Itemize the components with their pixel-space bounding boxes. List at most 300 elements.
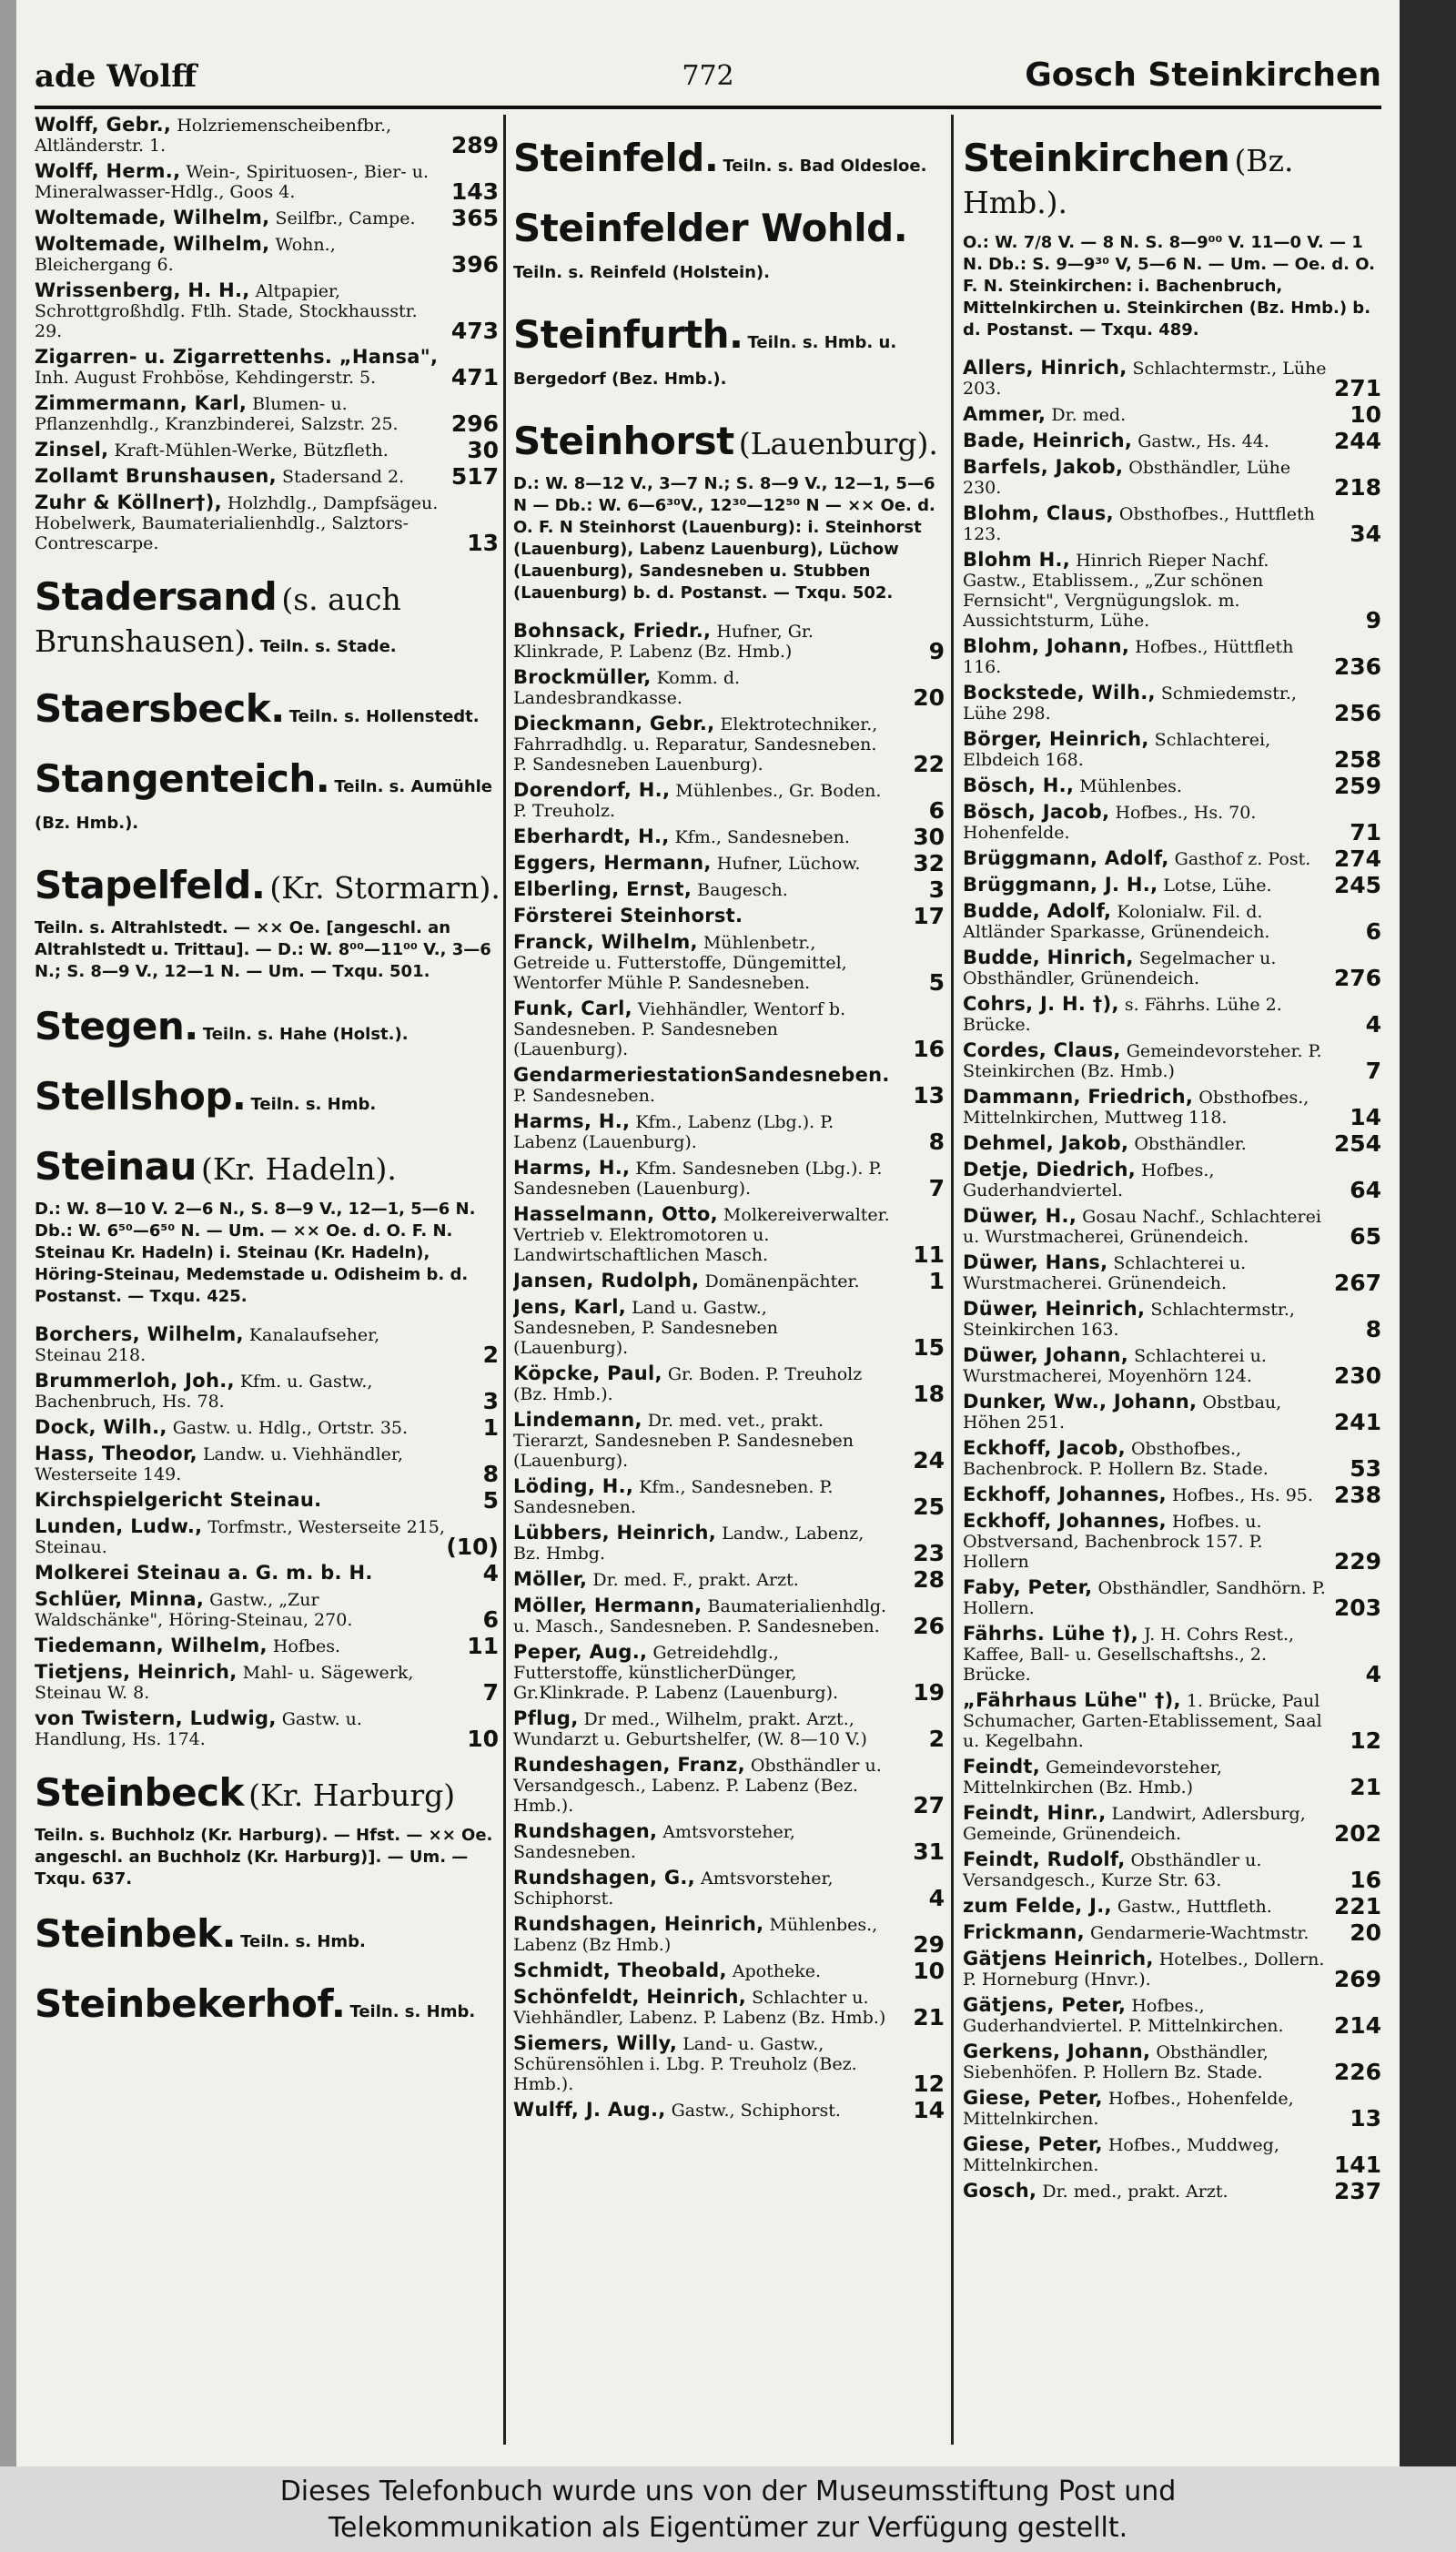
phone-number: 65 (1350, 1223, 1381, 1250)
phone-number: 16 (1350, 1867, 1381, 1893)
entry-details: P. Sandesneben. (513, 1086, 655, 1106)
entry-name: Elberling, Ernst, (513, 878, 693, 900)
entry-name: Möller, (513, 1568, 588, 1590)
phone-number: 274 (1333, 846, 1381, 872)
entry-details: Gendarmerie-Wachtmstr. (1089, 1923, 1309, 1943)
directory-entry (963, 1624, 1383, 1685)
entry-details: Hufner, Lüchow. (716, 854, 861, 874)
entry-details: Holzriemenscheibenfbr., Altländerstr. 1. (35, 116, 392, 156)
entry-text (963, 947, 1383, 991)
phone-number: 218 (1333, 474, 1381, 501)
entry-name: Düwer, Hans, (963, 1251, 1108, 1273)
entry-details: Kfm., Sandesneben. P. Sandesneben. (513, 1477, 834, 1517)
phone-number: 20 (913, 684, 945, 711)
phone-number: 4 (1365, 1011, 1381, 1038)
entry-name: Wolff, Gebr., (35, 115, 172, 136)
entry-details: Inh. August Frohböse, Kehdingerstr. 5. (35, 368, 377, 388)
entry-name: Ammer, (963, 403, 1046, 425)
phone-number: 23 (913, 1540, 945, 1566)
place-info: Teiln. s. Aumühle (Bz. Hmb.). (35, 777, 493, 833)
directory-entry (35, 1487, 500, 1514)
entry-name: Gerkens, Johann, (963, 2041, 1151, 2062)
entry-name: Schlüer, Minna, (35, 1588, 205, 1610)
directory-entry (513, 714, 946, 775)
entry-details: Elektrotechniker., Fahrradhdlg. u. Reparatur, Sandesneben. P. Sandesneben Lauenburg). (513, 714, 878, 775)
place-detail: (Kr. Hadeln). (200, 1151, 397, 1187)
entry-name: Lunden, Ludw., (35, 1515, 203, 1537)
directory-entry (513, 1707, 946, 1752)
entry-details: Kolonialw. Fil. d. Altländer Sparkasse, Grünendeich. (963, 902, 1270, 942)
place-info: Teiln. s. Stade. (259, 637, 397, 656)
entry-details: Hofbes. u. Obstversand, Bachenbrock 157. P. Hollern (963, 1512, 1263, 1572)
entry-text (513, 1110, 946, 1155)
place-heading (35, 686, 500, 735)
entry-text (35, 1633, 500, 1659)
entry-name: Jens, Karl, (513, 1296, 627, 1318)
entry-text (35, 115, 500, 156)
phone-number: 396 (450, 251, 499, 278)
place-info: Teiln. s. Hmb. (349, 2002, 476, 2021)
entry-name: Franck, Wilhelm, (513, 931, 698, 953)
entry-name: Siemers, Willy, (513, 2032, 678, 2054)
entry-details: Dr med., Wilhelm, prakt. Arzt., Wundarzt u. Geburtshelfer, (W. 8—10 V.) (513, 1709, 867, 1749)
entry-details: Gastw. u. Handlung, Hs. 174. (35, 1709, 362, 1749)
place-heading (35, 1074, 500, 1123)
phone-number: 4 (1365, 1661, 1381, 1687)
entry-details: Kfm. Sandesneben (Lbg.). P. Sandesneben (Lauenburg). (513, 1159, 883, 1199)
place-detail: (Kr. Harburg) (248, 1777, 456, 1813)
directory-entry (963, 358, 1383, 399)
place-info: Teiln. s. Reinfeld (Holstein). (513, 263, 770, 282)
directory-entry (35, 347, 500, 388)
directory-entry (963, 1802, 1383, 1847)
directory-page (16, 0, 1400, 2466)
entry-name: Kirchspielgericht Steinau. (35, 1489, 322, 1511)
entry-text (513, 1913, 946, 1958)
phone-number: 13 (913, 1082, 945, 1109)
phone-number: 2 (482, 1342, 499, 1368)
entry-details: Mühlenbes., Gr. Boden. P. Treuholz. (513, 781, 882, 821)
place-heading (513, 136, 946, 185)
entry-text (513, 1595, 946, 1639)
directory-entry (513, 824, 946, 850)
column-divider (503, 115, 506, 2445)
entry-name: Gätjens Heinrich, (963, 1948, 1154, 1970)
directory-entry (35, 1371, 500, 1412)
phone-number: 238 (1333, 1482, 1381, 1508)
place-detail: (Kr. Stormarn). (269, 870, 500, 906)
phone-number: 254 (1333, 1130, 1381, 1157)
entry-text (513, 1987, 946, 2028)
phone-number: 12 (1350, 1727, 1381, 1754)
place-name: Stangenteich. (35, 756, 330, 801)
entry-name: Eberhardt, H., (513, 825, 670, 847)
phone-number: 229 (1333, 1548, 1381, 1575)
directory-entry (35, 1588, 500, 1633)
directory-entry (513, 779, 946, 824)
entry-text (513, 666, 946, 711)
directory-entry (513, 1641, 946, 1706)
directory-entry (35, 1633, 500, 1659)
directory-entry (513, 1913, 946, 1958)
entry-name: Feindt, Rudolf, (963, 1848, 1126, 1870)
entry-details: Gosau Nachf., Schlachterei u. Wurstmacherei, Grünendeich. (963, 1207, 1321, 1247)
entry-details: Hofbes., Guderhandviertel. (963, 1160, 1215, 1200)
entry-details: Hofbes., Hüttfleth 116. (963, 637, 1294, 677)
directory-entry (513, 1755, 946, 1816)
directory-entry (35, 463, 500, 490)
directory-entry (963, 502, 1383, 547)
place-heading (35, 1144, 500, 1308)
entry-name: Försterei Steinhorst. (513, 905, 743, 927)
entry-name: Faby, Peter, (963, 1576, 1093, 1598)
directory-entry (35, 491, 500, 556)
entry-details: Dr. med. vet., prakt. Tierarzt, Sandesneben P. Sandesneben (Lauenburg). (513, 1411, 854, 1471)
column-divider (951, 115, 954, 2445)
entry-text (35, 491, 500, 556)
place-name: Steinfeld. (513, 136, 719, 180)
entry-text (35, 437, 500, 463)
entry-text (963, 846, 1383, 872)
entry-name: Budde, Adolf, (963, 900, 1112, 922)
place-info: Teiln. s. Hollenstedt. (288, 707, 480, 726)
phone-number: 203 (1333, 1595, 1381, 1621)
entry-name: Blohm, Claus, (963, 502, 1114, 524)
entry-details: Landwirt, Adlersburg, Gemeinde, Grünendeich. (963, 1804, 1306, 1844)
phone-number: 21 (1350, 1774, 1381, 1800)
entry-details: Schlachtermstr., Lühe 203. (963, 359, 1327, 399)
entry-text (35, 392, 500, 437)
entry-details: Hofbes., Muddweg, Mittelnkirchen. (963, 2135, 1279, 2175)
phone-number: 259 (1333, 773, 1381, 799)
phone-number: 34 (1350, 521, 1381, 547)
entry-name: Rundshagen, (513, 1820, 658, 1842)
directory-entry (35, 1323, 500, 1368)
directory-entry (963, 2041, 1383, 2085)
entry-details: Kfm., Labenz (Lbg.). P. Labenz (Lauenburg). (513, 1112, 834, 1152)
entry-text (513, 2032, 946, 2097)
entry-name: Allers, Hinrich, (963, 357, 1127, 379)
directory-entry (963, 1087, 1383, 1128)
phone-number: 6 (482, 1606, 499, 1633)
entry-details: Gastw. u. Hdlg., Ortstr. 35. (172, 1418, 409, 1438)
place-detail: (Lauenburg). (738, 426, 938, 461)
entry-text (963, 1893, 1383, 1919)
entry-details: Landw., Labenz, Bz. Hmbg. (513, 1524, 864, 1564)
entry-text (963, 1299, 1383, 1340)
place-heading (35, 1911, 500, 1960)
place-info: D.: W. 8—10 V. 2—6 N., S. 8—9 V., 12—1, 5—6 N. Db.: W. 6⁵⁰—6⁵⁰ N. — Um. — ×× Oe. d. O. F. N. Steinau Kr. Hadeln) i. Steinau (Kr. Hadeln), Höring-Steinau, Medemstade u. Odisheim b. d. Postanst. — Txqu. 425. (35, 1200, 476, 1306)
entry-text (963, 1392, 1383, 1433)
phone-number: 22 (913, 751, 945, 777)
phone-number: 141 (1333, 2152, 1381, 2178)
phone-number: 10 (913, 1958, 945, 1984)
directory-entry (963, 2178, 1383, 2204)
phone-number: 31 (913, 1838, 945, 1865)
phone-number: 256 (1333, 700, 1381, 726)
phone-number: 30 (913, 824, 945, 850)
phone-number: 30 (467, 437, 499, 463)
place-name: Steinbeck (35, 1770, 244, 1815)
entry-details: Obsthändler, Siebenhöfen. P. Hollern Bz. Stade. (963, 2042, 1269, 2082)
entry-details: Gasthof z. Post. (1174, 849, 1311, 869)
directory-entry (963, 1159, 1383, 1203)
entry-details: Gastw., Hs. 44. (1138, 431, 1269, 451)
directory-entry (963, 1130, 1383, 1157)
entry-text (35, 347, 500, 388)
entry-details: Obsthofbes., Huttfleth 123. (963, 504, 1315, 544)
entry-name: Fährhs. Lühe †), (963, 1623, 1139, 1645)
directory-entry (963, 550, 1383, 631)
phone-number: 226 (1333, 2059, 1381, 2085)
phone-number: 289 (450, 132, 499, 158)
directory-entry (513, 1362, 946, 1407)
entry-details: Domänenpächter. (704, 1271, 860, 1291)
entry-name: Giese, Peter, (963, 2087, 1103, 2109)
phone-number: 21 (913, 2004, 945, 2030)
phone-number: 4 (482, 1560, 499, 1586)
entry-name: Zinsel, (35, 439, 109, 461)
phone-number: 9 (1365, 607, 1381, 633)
directory-entry (963, 401, 1383, 428)
phone-number: 230 (1333, 1362, 1381, 1389)
entry-name: Jansen, Rudolph, (513, 1270, 700, 1291)
entry-text (963, 872, 1383, 898)
entry-text (513, 998, 946, 1062)
entry-text (513, 779, 946, 824)
phone-number: (10) (446, 1534, 499, 1560)
entry-text (513, 1158, 946, 1199)
entry-details: Gastw., „Zur Waldschänke", Höring-Steinau, 270. (35, 1590, 353, 1630)
entry-details: Segelmacher u. Obsthändler, Grünendeich. (963, 948, 1277, 988)
entry-text (963, 1159, 1383, 1203)
entry-text (963, 1205, 1383, 1250)
entry-text (963, 773, 1383, 799)
directory-entry (513, 1987, 946, 2028)
place-heading (513, 419, 946, 604)
directory-entry (963, 2133, 1383, 2178)
entry-text (963, 635, 1383, 680)
place-heading (513, 206, 946, 291)
entry-text (513, 876, 946, 903)
entry-details: Schlachterei u. Wurstmacherei, Moyenhörn 124. (963, 1346, 1267, 1386)
phone-number: 10 (467, 1726, 499, 1752)
header-rule (35, 106, 1381, 109)
entry-text (513, 2097, 946, 2123)
place-name: Steinau (35, 1144, 197, 1189)
phone-number: 214 (1333, 2012, 1381, 2039)
entry-text (35, 1443, 500, 1487)
directory-entry (35, 437, 500, 463)
entry-name: Gätjens, Peter, (963, 1994, 1127, 2016)
entry-details: Hufner, Gr. Klinkrade, P. Labenz (Bz. Hmb.) (513, 622, 814, 662)
scan-edge (1400, 0, 1456, 2466)
phone-number: 276 (1333, 965, 1381, 991)
directory-entry (35, 160, 500, 205)
phone-number: 15 (913, 1334, 945, 1361)
entry-details: Hotelbes., Dollern. P. Horneburg (Hnvr.). (963, 1949, 1325, 1990)
entry-text (513, 903, 946, 929)
place-info: D.: W. 8—12 V., 3—7 N.; S. 8—9 V., 12—1, 5—6 N — Db.: W. 6—6³⁰V., 12³⁰—12⁵⁰ N — ×× Oe. d. O. F. N Steinhorst (Lauenburg): i. Steinhorst (Lauenburg), Labenz Lauenburg), Lüchow (Lauenburg), Sandesneben u. Stubben (Lauenburg) b. d. Postanst. — Txqu. 502. (513, 474, 935, 603)
entry-name: Molkerei Steinau a. G. m. b. H. (35, 1562, 373, 1584)
entry-text (35, 1515, 500, 1560)
phone-number: 11 (467, 1633, 499, 1659)
entry-text (513, 1410, 946, 1471)
entry-text (963, 1510, 1383, 1575)
entry-details: Holzhdlg., Dampfsägeu. Hobelwerk, Baumaterialienhdlg., Salztors-Contrescarpe. (35, 493, 439, 553)
entry-details: Stadersand 2. (282, 467, 405, 487)
directory-entry (513, 1410, 946, 1471)
entry-text (35, 1707, 500, 1752)
directory-entry (513, 1203, 946, 1268)
entry-details: Dr. med. (1051, 405, 1127, 425)
entry-name: Hass, Theodor, (35, 1443, 197, 1464)
entry-name: Dieckmann, Gebr., (513, 713, 715, 734)
directory-entry (35, 1443, 500, 1487)
place-name: Stapelfeld. (35, 863, 266, 907)
directory-entry (35, 115, 500, 156)
directory-entry (963, 1893, 1383, 1919)
entry-name: Zollamt Brunshausen, (35, 465, 277, 487)
entry-name: GendarmeriestationSandesneben. (513, 1064, 890, 1086)
entry-text (963, 1949, 1383, 1990)
entry-text (513, 1641, 946, 1706)
entry-name: Giese, Peter, (963, 2133, 1103, 2155)
entry-text (963, 550, 1383, 631)
entry-text (513, 1475, 946, 1520)
directory-entry (963, 900, 1383, 945)
phone-number: 16 (913, 1036, 945, 1062)
phone-number: 3 (482, 1388, 499, 1414)
entry-name: Gosch, (963, 2180, 1037, 2202)
entry-text (963, 2178, 1383, 2204)
directory-entry (963, 2087, 1383, 2132)
entry-details: Kanalaufseher, Steinau 218. (35, 1325, 380, 1365)
directory-entry (963, 773, 1383, 799)
entry-text (513, 1707, 946, 1752)
entry-details: Obsthofbes., Mittelnkirchen, Muttweg 118. (963, 1088, 1309, 1128)
directory-entry (963, 1392, 1383, 1433)
phone-number: 3 (928, 876, 945, 903)
entry-name: Barfels, Jakob, (963, 456, 1124, 478)
entry-text (963, 1689, 1383, 1754)
entry-name: Bohnsack, Friedr., (513, 620, 712, 642)
entry-name: Detje, Diedrich, (963, 1159, 1137, 1180)
entry-details: Mahl- u. Sägewerk, Steinau W. 8. (35, 1663, 414, 1703)
entry-name: Schönfeldt, Heinrich, (513, 1986, 747, 2008)
entry-text (963, 1802, 1383, 1847)
directory-entry (513, 1820, 946, 1865)
entry-text (963, 1344, 1383, 1389)
entry-text (963, 401, 1383, 428)
entry-details: Wein-, Spirituosen-, Bier- u. Mineralwasser-Hdlg., Goos 4. (35, 162, 430, 202)
place-info: O.: W. 7/8 V. — 8 N. S. 8—9⁰⁰ V. 11—0 V. — 1 N. Db.: S. 9—9³⁰ V, 5—6 N. — Um. — Oe. d. O. F. N. Steinkirchen: i. Bachenbruch, Mittelnkirchen u. Steinkirchen (Bz. Hmb.) b. d. Postanst. — Txqu. 489. (963, 233, 1376, 339)
phone-number: 471 (450, 364, 499, 390)
place-name: Steinbekerhof. (35, 1981, 346, 2026)
entry-details: Dr. med. F., prakt. Arzt. (592, 1570, 799, 1590)
entry-name: Peper, Aug., (513, 1641, 648, 1663)
directory-entry (963, 1757, 1383, 1798)
entry-text (35, 1371, 500, 1412)
entry-details: Gemeindevorsteher. P. Steinkirchen (Bz. Hmb.) (963, 1041, 1322, 1081)
phone-number: 7 (482, 1679, 499, 1706)
entry-details: Schlachterei, Elbdeich 168. (963, 730, 1271, 770)
directory-entry (513, 1110, 946, 1155)
entry-text (513, 1064, 946, 1109)
directory-entry (35, 205, 500, 231)
entry-name: Lindemann, (513, 1409, 642, 1431)
phone-number: 271 (1333, 375, 1381, 401)
phone-number: 202 (1333, 1820, 1381, 1847)
entry-details: Wohn., Bleichergang 6. (35, 235, 336, 275)
place-name: Steinbek. (35, 1911, 237, 1956)
entry-details: Kfm. u. Gastw., Bachenbruch, Hs. 78. (35, 1372, 373, 1412)
phone-number: 1 (482, 1414, 499, 1441)
place-info: Teiln. s. Hmb. (240, 1932, 366, 1951)
directory-entry (513, 666, 946, 711)
entry-details: Seilfbr., Campe. (275, 208, 416, 228)
entry-details: Blumen- u. Pflanzenhdlg., Kranzbinderei, Salzstr. 25. (35, 394, 399, 434)
directory-entry (35, 392, 500, 437)
directory-entry (963, 1510, 1383, 1575)
entry-text (963, 900, 1383, 945)
entry-text (963, 1757, 1383, 1798)
directory-entry (35, 1661, 500, 1706)
entry-name: Woltemade, Wilhelm, (35, 233, 270, 255)
place-info: Teiln. s. Hmb. u. Bergedorf (Bez. Hmb.). (513, 333, 897, 389)
entry-details: s. Fährhs. Lühe 2. Brücke. (963, 995, 1282, 1035)
phone-number: 7 (1365, 1058, 1381, 1084)
entry-details: Lotse, Lühe. (1163, 876, 1272, 896)
entry-details: Schlachter u. Viehhändler, Labenz. P. Labenz (Bz. Hmb.) (513, 1988, 886, 2028)
phone-number: 8 (1365, 1316, 1381, 1342)
entry-details: Torfmstr., Westerseite 215, Steinau. (35, 1517, 445, 1557)
phone-number: 1 (928, 1268, 945, 1294)
entry-name: Brüggmann, J. H., (963, 874, 1158, 896)
phone-number: 64 (1350, 1177, 1381, 1203)
entry-name: Woltemade, Wilhelm, (35, 207, 270, 228)
directory-entry (963, 683, 1383, 724)
entry-name: Schmidt, Theobald, (513, 1960, 727, 1981)
entry-name: Eckhoff, Johannes, (963, 1510, 1167, 1532)
place-detail: (s. auch Brunshausen). (35, 582, 401, 659)
entry-details: Schmiedemstr., Lühe 298. (963, 684, 1297, 724)
directory-entry (963, 1576, 1383, 1621)
place-info: Teiln. s. Altrahlstedt. — ×× Oe. [angeschl. an Altrahlstedt u. Trittau]. — D.: W. 8⁰⁰—11⁰⁰ V., 3—6 N.; S. 8—9 V., 12—1 N. — Um. — Txqu. 501. (35, 918, 491, 981)
entry-details: Kraft-Mühlen-Werke, Bützfleth. (114, 441, 389, 461)
entry-text (963, 1087, 1383, 1128)
entry-name: Harms, H., (513, 1110, 631, 1132)
entry-details: Amtsvorsteher, Schiphorst. (513, 1868, 834, 1909)
phone-number: 245 (1333, 872, 1381, 898)
entry-name: Brockmüller, (513, 666, 652, 688)
phone-number: 6 (1365, 918, 1381, 945)
entry-name: Bockstede, Wilh., (963, 682, 1156, 704)
entry-name: Blohm H., (963, 549, 1071, 571)
phone-number: 241 (1333, 1409, 1381, 1435)
entry-text (513, 1958, 946, 1984)
entry-name: Bösch, H., (963, 775, 1075, 796)
entry-name: Dunker, Ww., Johann, (963, 1391, 1198, 1413)
directory-entry (963, 1437, 1383, 1482)
phone-number: 14 (913, 2097, 945, 2123)
entry-details: 1. Brücke, Paul Schumacher, Garten-Etablissement, Saal u. Kegelbahn. (963, 1691, 1322, 1751)
entry-text (35, 1588, 500, 1633)
entry-details: Obsthändler u. Versandgesch., Kurze Str. 63. (963, 1850, 1262, 1890)
entry-details: Molkereiverwalter. Vertrieb v. Elektromotoren u. Landwirtschaftlichen Masch. (513, 1205, 890, 1265)
entry-name: Zuhr & Köllner†), (35, 491, 222, 513)
directory-entry (513, 1158, 946, 1199)
